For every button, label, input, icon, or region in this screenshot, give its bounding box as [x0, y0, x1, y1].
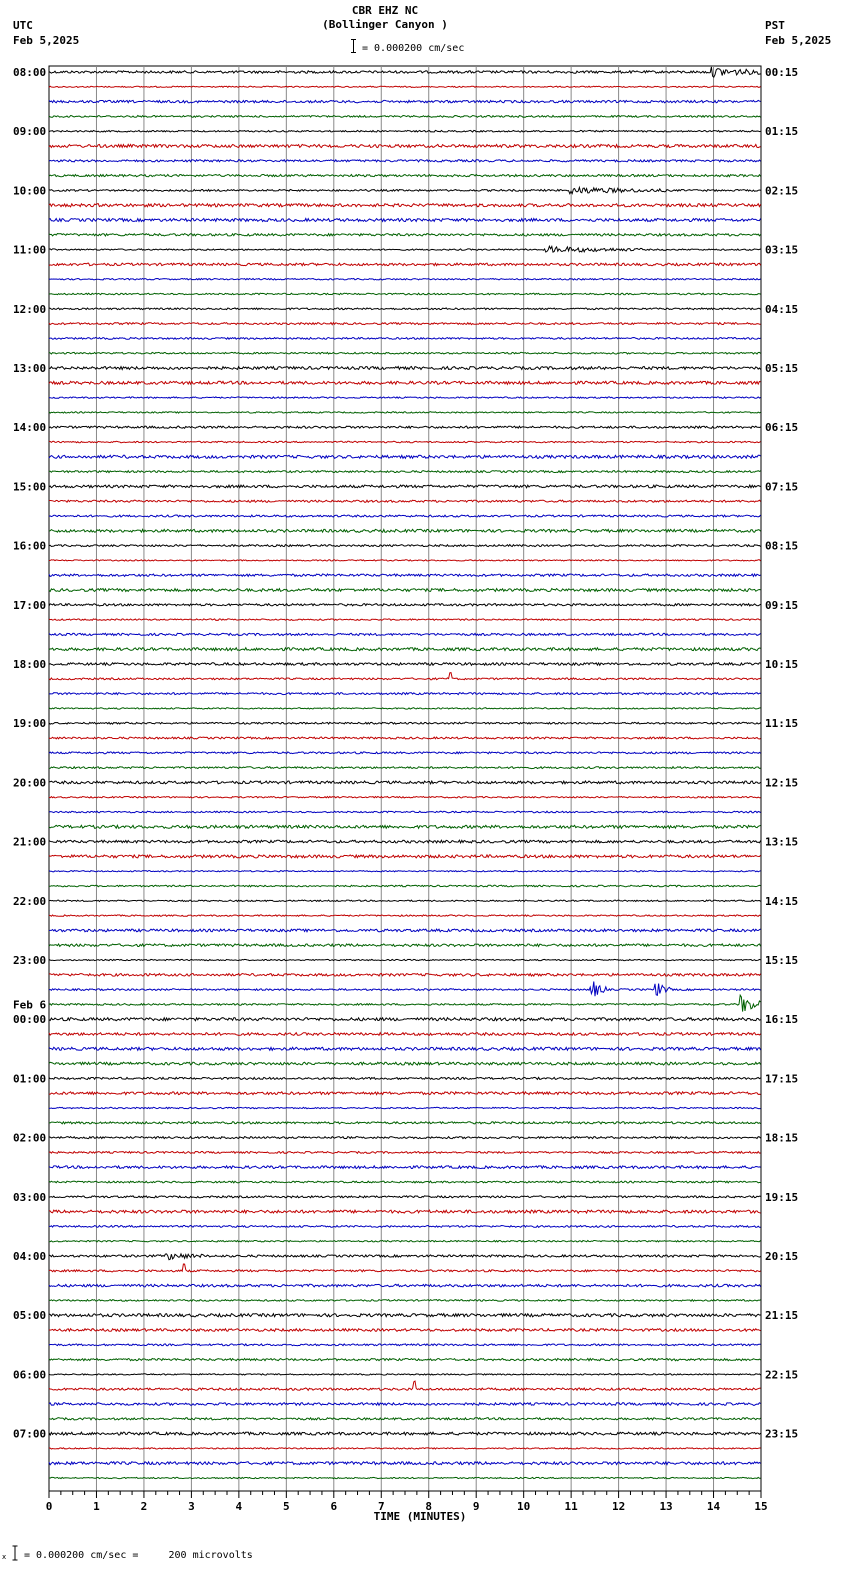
trace-42 [49, 693, 761, 695]
trace-18 [49, 338, 761, 340]
trace-13 [49, 263, 761, 266]
trace-57 [49, 915, 761, 916]
trace-51 [49, 825, 761, 828]
footer-scale-icon [2, 1545, 20, 1561]
trace-66 [49, 1047, 761, 1050]
trace-90 [49, 1403, 761, 1406]
pst-time-label: 18:15 [765, 1131, 799, 1145]
utc-time-label: 17:00 [13, 598, 47, 612]
x-tick-label: 11 [564, 1500, 578, 1513]
trace-68 [49, 1077, 761, 1079]
pst-time-label: 10:15 [765, 658, 799, 671]
pst-time-label: 20:15 [765, 1250, 799, 1263]
trace-48 [49, 781, 761, 784]
x-tick-label: 7 [377, 1500, 385, 1513]
trace-44 [49, 722, 761, 724]
trace-38 [49, 633, 761, 635]
trace-4 [49, 130, 761, 132]
utc-time-label: 02:00 [13, 1131, 47, 1145]
utc-time-label: 18:00 [13, 658, 47, 671]
trace-20 [49, 367, 761, 370]
seismic-traces [49, 67, 761, 1479]
trace-55 [49, 885, 761, 887]
x-tick-label: 15 [754, 1500, 768, 1513]
pst-time-label: 15:15 [765, 954, 799, 967]
trace-89 [49, 1381, 761, 1390]
trace-76 [49, 1196, 761, 1198]
utc-time-label: 09:00 [13, 125, 47, 139]
pst-time-label: 21:15 [765, 1309, 799, 1323]
trace-33 [49, 560, 761, 561]
trace-46 [49, 752, 761, 754]
trace-63 [49, 995, 761, 1011]
trace-59 [49, 944, 761, 947]
trace-84 [49, 1314, 761, 1317]
trace-69 [49, 1092, 761, 1095]
x-tick-label: 1 [93, 1500, 100, 1513]
trace-61 [49, 974, 761, 977]
trace-72 [49, 1137, 761, 1139]
trace-16 [49, 308, 761, 310]
station-title: CBR EHZ NC [351, 4, 419, 17]
utc-time-label: 08:00 [13, 66, 47, 79]
trace-23 [49, 412, 761, 413]
trace-62 [49, 982, 761, 997]
x-tick-label: 3 [188, 1500, 195, 1513]
trace-24 [49, 426, 761, 428]
trace-27 [49, 471, 761, 473]
utc-time-label: 16:00 [13, 539, 47, 553]
trace-80 [49, 1254, 761, 1260]
pst-time-label: 17:15 [765, 1072, 799, 1086]
x-tick-label: 0 [45, 1500, 53, 1513]
trace-43 [49, 708, 761, 709]
trace-65 [49, 1033, 761, 1036]
utc-time-label: 05:00 [13, 1309, 47, 1323]
trace-77 [49, 1210, 761, 1213]
trace-53 [49, 855, 761, 858]
x-tick-label: 10 [517, 1500, 531, 1513]
utc-time-label: 00:00 [13, 1013, 47, 1027]
trace-95 [49, 1477, 761, 1478]
utc-time-label: 03:00 [13, 1190, 47, 1204]
x-tick-label: 2 [140, 1500, 148, 1513]
trace-28 [49, 485, 761, 488]
pst-time-label: 13:15 [765, 835, 799, 849]
trace-14 [49, 279, 761, 280]
trace-3 [49, 116, 761, 118]
utc-time-label: 07:00 [13, 1427, 47, 1441]
station-location: (Bollinger Canyon ) [322, 18, 448, 31]
trace-0 [49, 67, 761, 77]
trace-1 [49, 86, 761, 87]
trace-50 [49, 811, 761, 813]
trace-34 [49, 574, 761, 576]
pst-time-label: 16:15 [765, 1013, 799, 1027]
pst-time-label: 07:15 [765, 480, 799, 494]
pst-time-label: 22:15 [765, 1368, 799, 1382]
trace-25 [49, 441, 761, 443]
utc-time-label: 12:00 [13, 302, 47, 316]
utc-time-label: 19:00 [13, 717, 47, 731]
trace-60 [49, 959, 761, 960]
utc-time-label: 10:00 [13, 184, 47, 198]
utc-time-label: 01:00 [13, 1072, 47, 1086]
trace-32 [49, 545, 761, 547]
trace-78 [49, 1226, 761, 1228]
trace-64 [49, 1018, 761, 1021]
trace-11 [49, 234, 761, 236]
trace-67 [49, 1062, 761, 1065]
pst-time-label: 23:15 [765, 1427, 799, 1441]
trace-39 [49, 648, 761, 651]
x-tick-label: 5 [283, 1500, 290, 1513]
x-tick-label: 13 [659, 1500, 673, 1513]
trace-22 [49, 397, 761, 398]
trace-52 [49, 840, 761, 843]
trace-45 [49, 737, 761, 739]
date-change-label: Feb 6 [13, 998, 47, 1012]
scale-text: = 0.000200 cm/sec [362, 43, 465, 54]
trace-79 [49, 1241, 761, 1242]
trace-37 [49, 619, 761, 620]
utc-time-label: 13:00 [13, 362, 47, 375]
x-tick-label: 12 [611, 1500, 626, 1513]
trace-91 [49, 1418, 761, 1420]
pst-time-label: 08:15 [765, 539, 799, 553]
pst-time-label: 09:15 [765, 598, 799, 612]
trace-10 [49, 219, 761, 222]
trace-86 [49, 1344, 761, 1346]
trace-94 [49, 1462, 761, 1465]
trace-5 [49, 144, 761, 147]
trace-49 [49, 797, 761, 798]
pst-time-label: 00:15 [765, 66, 799, 79]
trace-31 [49, 529, 761, 532]
utc-time-label: 06:00 [13, 1368, 47, 1382]
x-tick-label: 8 [425, 1500, 433, 1513]
trace-75 [49, 1181, 761, 1183]
x-tick-label: 14 [706, 1500, 721, 1513]
trace-17 [49, 323, 761, 325]
utc-time-label: 14:00 [13, 421, 47, 435]
pst-time-label: 02:15 [765, 184, 799, 198]
trace-73 [49, 1152, 761, 1154]
svg-text:x: x [2, 1553, 7, 1561]
trace-40 [49, 663, 761, 666]
pst-time-label: 12:15 [765, 776, 799, 790]
trace-35 [49, 589, 761, 592]
utc-label: UTC [13, 19, 33, 32]
trace-2 [49, 100, 761, 102]
trace-88 [49, 1374, 761, 1375]
pst-time-label: 14:15 [765, 894, 799, 908]
trace-29 [49, 500, 761, 502]
pst-time-label: 05:15 [765, 362, 799, 375]
trace-47 [49, 767, 761, 769]
utc-time-label: 22:00 [13, 894, 47, 908]
pst-label: PST [765, 19, 785, 32]
pst-time-label: 19:15 [765, 1190, 799, 1204]
trace-74 [49, 1166, 761, 1169]
utc-time-label: 23:00 [13, 954, 47, 967]
utc-time-label: 21:00 [13, 835, 47, 849]
utc-time-label: 11:00 [13, 243, 47, 257]
trace-92 [49, 1432, 761, 1435]
trace-58 [49, 929, 761, 932]
pst-time-label: 06:15 [765, 421, 799, 435]
trace-6 [49, 160, 761, 162]
trace-7 [49, 175, 761, 177]
x-tick-label: 4 [235, 1500, 243, 1513]
pst-time-label: 03:15 [765, 243, 799, 257]
trace-15 [49, 293, 761, 295]
utc-time-label: 15:00 [13, 480, 47, 494]
trace-93 [49, 1448, 761, 1449]
x-tick-label: 6 [330, 1500, 338, 1513]
trace-54 [49, 871, 761, 872]
trace-8 [49, 187, 761, 193]
pst-time-label: 04:15 [765, 302, 799, 316]
x-tick-label: 9 [472, 1500, 480, 1513]
trace-83 [49, 1300, 761, 1302]
trace-21 [49, 381, 761, 384]
trace-36 [49, 604, 761, 606]
trace-41 [49, 673, 761, 680]
trace-30 [49, 515, 761, 517]
x-axis-title: TIME (MINUTES) [373, 1510, 467, 1523]
trace-26 [49, 455, 761, 458]
trace-56 [49, 900, 761, 901]
trace-85 [49, 1329, 761, 1332]
footer-scale-note: = 0.000200 cm/sec = 200 microvolts [24, 1550, 253, 1561]
trace-87 [49, 1359, 761, 1361]
trace-9 [49, 204, 761, 207]
trace-71 [49, 1122, 761, 1124]
trace-70 [49, 1107, 761, 1108]
utc-time-label: 04:00 [13, 1250, 47, 1263]
pst-time-label: 11:15 [765, 717, 799, 731]
trace-82 [49, 1284, 761, 1287]
utc-date: Feb 5,2025 [13, 34, 80, 47]
pst-date: Feb 5,2025 [765, 34, 832, 47]
pst-time-label: 01:15 [765, 125, 799, 139]
trace-19 [49, 352, 761, 354]
trace-81 [49, 1264, 761, 1272]
utc-time-label: 20:00 [13, 776, 47, 790]
trace-12 [49, 246, 761, 252]
